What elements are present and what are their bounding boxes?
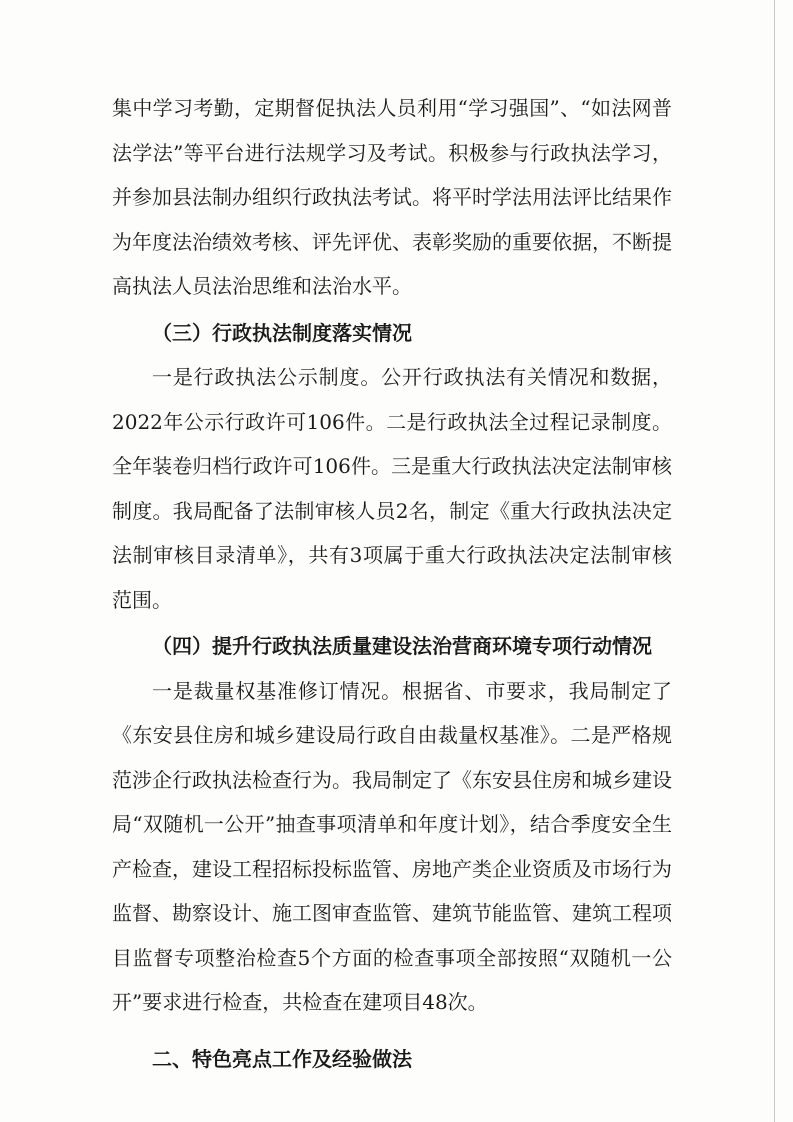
page-edge-line	[774, 0, 775, 1122]
paragraph-quality-improvement: 一是裁量权基准修订情况。根据省、市要求，我局制定了《东安县住房和城乡建设局行政自由裁量权基准》。二是严格规范涉企行政执法检查行为。我局制定了《东安县住房和城乡建设局“双随机一公开”抽查事项清单和年度计划》，结合季度安全生产检查，建设工程招标投标监管、房地产类企业资质及市场行为监督、勘察设计、施工图审查监管、建筑节能监管、建筑工程项目监督专项整治检查5个方面的检查事项全部按照“双随机一公开”要求进行检查，共检查在建项目48次。	[112, 678, 672, 1014]
paragraph-study-exams: 集中学习考勤，定期督促执法人员利用“学习强国”、“如法网普法学法”等平台进行法规学习及考试。积极参与行政执法学习，并参加县法制办组织行政执法考试。将平时学法用法评比结果作为年度法治绩效考核、评先评优、表彰奖励的重要依据，不断提高执法人员法治思维和法治水平。	[112, 96, 672, 298]
document-body	[112, 86, 672, 1081]
heading-section-two: 二、特色亮点工作及经验做法	[152, 1046, 412, 1071]
heading-enforcement-systems: （三）行政执法制度落实情况	[152, 320, 412, 345]
paragraph-enforcement-systems: 一是行政执法公示制度。公开行政执法有关情况和数据，2022年公示行政许可106件。二是行政执法全过程记录制度。全年装卷归档行政许可106件。三是重大行政执法决定法制审核制度。我局配备了法制审核人员2名，制定《重大行政执法决定法制审核目录清单》，共有3项属于重大行政执法决定法制审核范围。	[112, 365, 672, 612]
heading-quality-improvement: （四）提升行政执法质量建设法治营商环境专项行动情况	[152, 634, 652, 658]
